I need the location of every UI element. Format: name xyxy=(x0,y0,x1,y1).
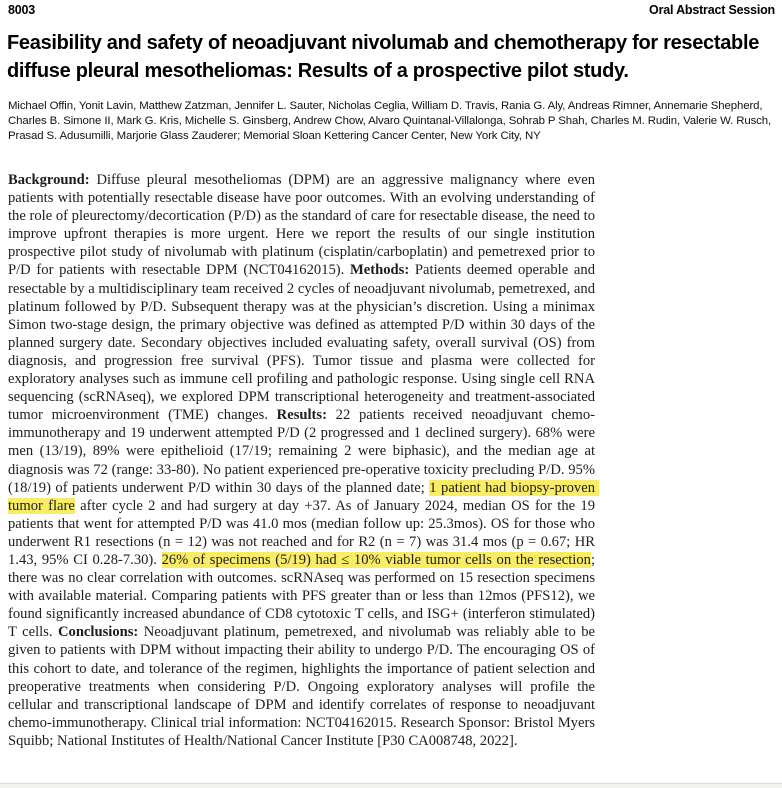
next-page-edge xyxy=(0,783,782,788)
session-label: Oral Abstract Session xyxy=(649,3,775,17)
abstract-body xyxy=(8,171,599,750)
section-label-background: Background: xyxy=(8,172,90,188)
section-label-methods: Methods: xyxy=(350,262,410,279)
abstract-segment: Neoadjuvant platinum, pemetrexed, and nivolumab was reliably able to be given to patients with DPM without impacting their ability to undergo P/D. The encouraging OS of this cohort to date, and tolerance of the regimen, highlights the importance of patient selection and preoperative treatments when considering P/D. Ongoing exploratory analyses will profile the cellular and transcriptional landscape of DPM and identify correlates of response to neoadjuvant chemo-immunotherapy. Clinical trial information: NCT04162015. Research Sponsor: Bristol Myers Squibb; National Institutes of Health/National Cancer Institute [P30 CA008748, 2022]. xyxy=(8,624,599,749)
abstract-segment: Patients deemed operable and resectable by a multidisciplinary team received 2 cycles of neoadjuvant nivolumab, pemetrexed, and platinum followed by P/D. Subsequent therapy was at the physician’s discretion. Using a minimax Simon two-stage design, the primary objective was defined as attempted P/D within 30 days of the planned surgery date. Secondary objectives included evaluating safety, overall survival (OS) from diagnosis, and progression free survival (PFS). Tumor tissue and plasma were collected for exploratory analyses such as immune cell profiling and pathologic response. Using single cell RNA sequencing (scRNAseq), we explored DPM transcriptional heterogeneity and treatment-associated tumor microenvironment (TME) changes. xyxy=(8,262,599,424)
abstract-segment: 22 patients received neoadjuvant chemo-immunotherapy and 19 underwent attempted P/D (2 progressed and 1 declined surgery). 68% were men (13/19), 89% were epithelioid (17/19; remaining 2 were biphasic), and the median age at diagnosis was 72 (range: 33-80). No patient experienced pre-operative toxicity precluding P/D. 95% (18/19) of patients underwent P/D within 30 days of the planned date; xyxy=(8,407,599,496)
highlighted-text: 26% of specimens (5/19) had ≤ 10% viable tumor cells on the resection xyxy=(161,551,591,568)
abstract-segment: Diffuse pleural mesotheliomas (DPM) are an aggressive malignancy where even patients with potentially resectable disease have poor outcomes. With an evolving understanding of the role of pleurectomy/decortication (P/D) as the standard of care for resectable disease, the need to improve upfront therapies is more urgent. Here we report the results of our single institution prospective pilot study of nivolumab with platinum (cisplatin/carboplatin) and pemetrexed prior to P/D for patients with resectable DPM (NCT04162015). xyxy=(8,172,599,279)
abstract-segment: after cycle 2 and had surgery at day +37. As of January 2024, median OS for the 19 patients that went for attempted P/D was 41.0 mos (median follow up: 25.3mos). OS for those who underwent R1 resections (n = 12) was not reached and for R2 (n = 7) was 31.4 mos (p = 0.67; HR 1.43, 95% CI 0.28-7.30). xyxy=(8,497,599,568)
section-label-conclusions: Conclusions: xyxy=(57,624,139,641)
abstract-title: Feasibility and safety of neoadjuvant nivolumab and chemotherapy for resectable diffuse pleural mesotheliomas: Results of a prospective pilot study. xyxy=(7,32,760,82)
abstract-segment: ; there was no clear correlation with outcomes. scRNAseq was performed on 15 resection specimens with available material. Comparing patients with PFS greater than or less than 12mos (PFS12), we found significantly increased abundance of CD8 cytotoxic T cells, and ISG+ (interferon stimulated) T cells. xyxy=(8,551,599,641)
page-header xyxy=(8,3,775,18)
author-list: Michael Offin, Yonit Lavin, Matthew Zatzman, Jennifer L. Sauter, Nicholas Ceglia, William D. Travis, Rania G. Aly, Andreas Rimner, Annemarie Shepherd, Charles B. Simone II, Mark G. Kris, Michelle S. Ginsberg, Andrew Chow, Alvaro Quintanal-Villalonga, Sohrab P Shah, Charles M. Rudin, Valerie W. Rusch, Prasad S. Adusumilli, Marjorie Glass Zauderer; Memorial Sloan Kettering Cancer Center, New York City, NY xyxy=(8,100,772,143)
highlighted-text: 1 patient had biopsy-proven tumor flare xyxy=(8,479,599,514)
abstract-number: 8003 xyxy=(8,3,36,17)
section-label-results: Results: xyxy=(276,407,327,424)
